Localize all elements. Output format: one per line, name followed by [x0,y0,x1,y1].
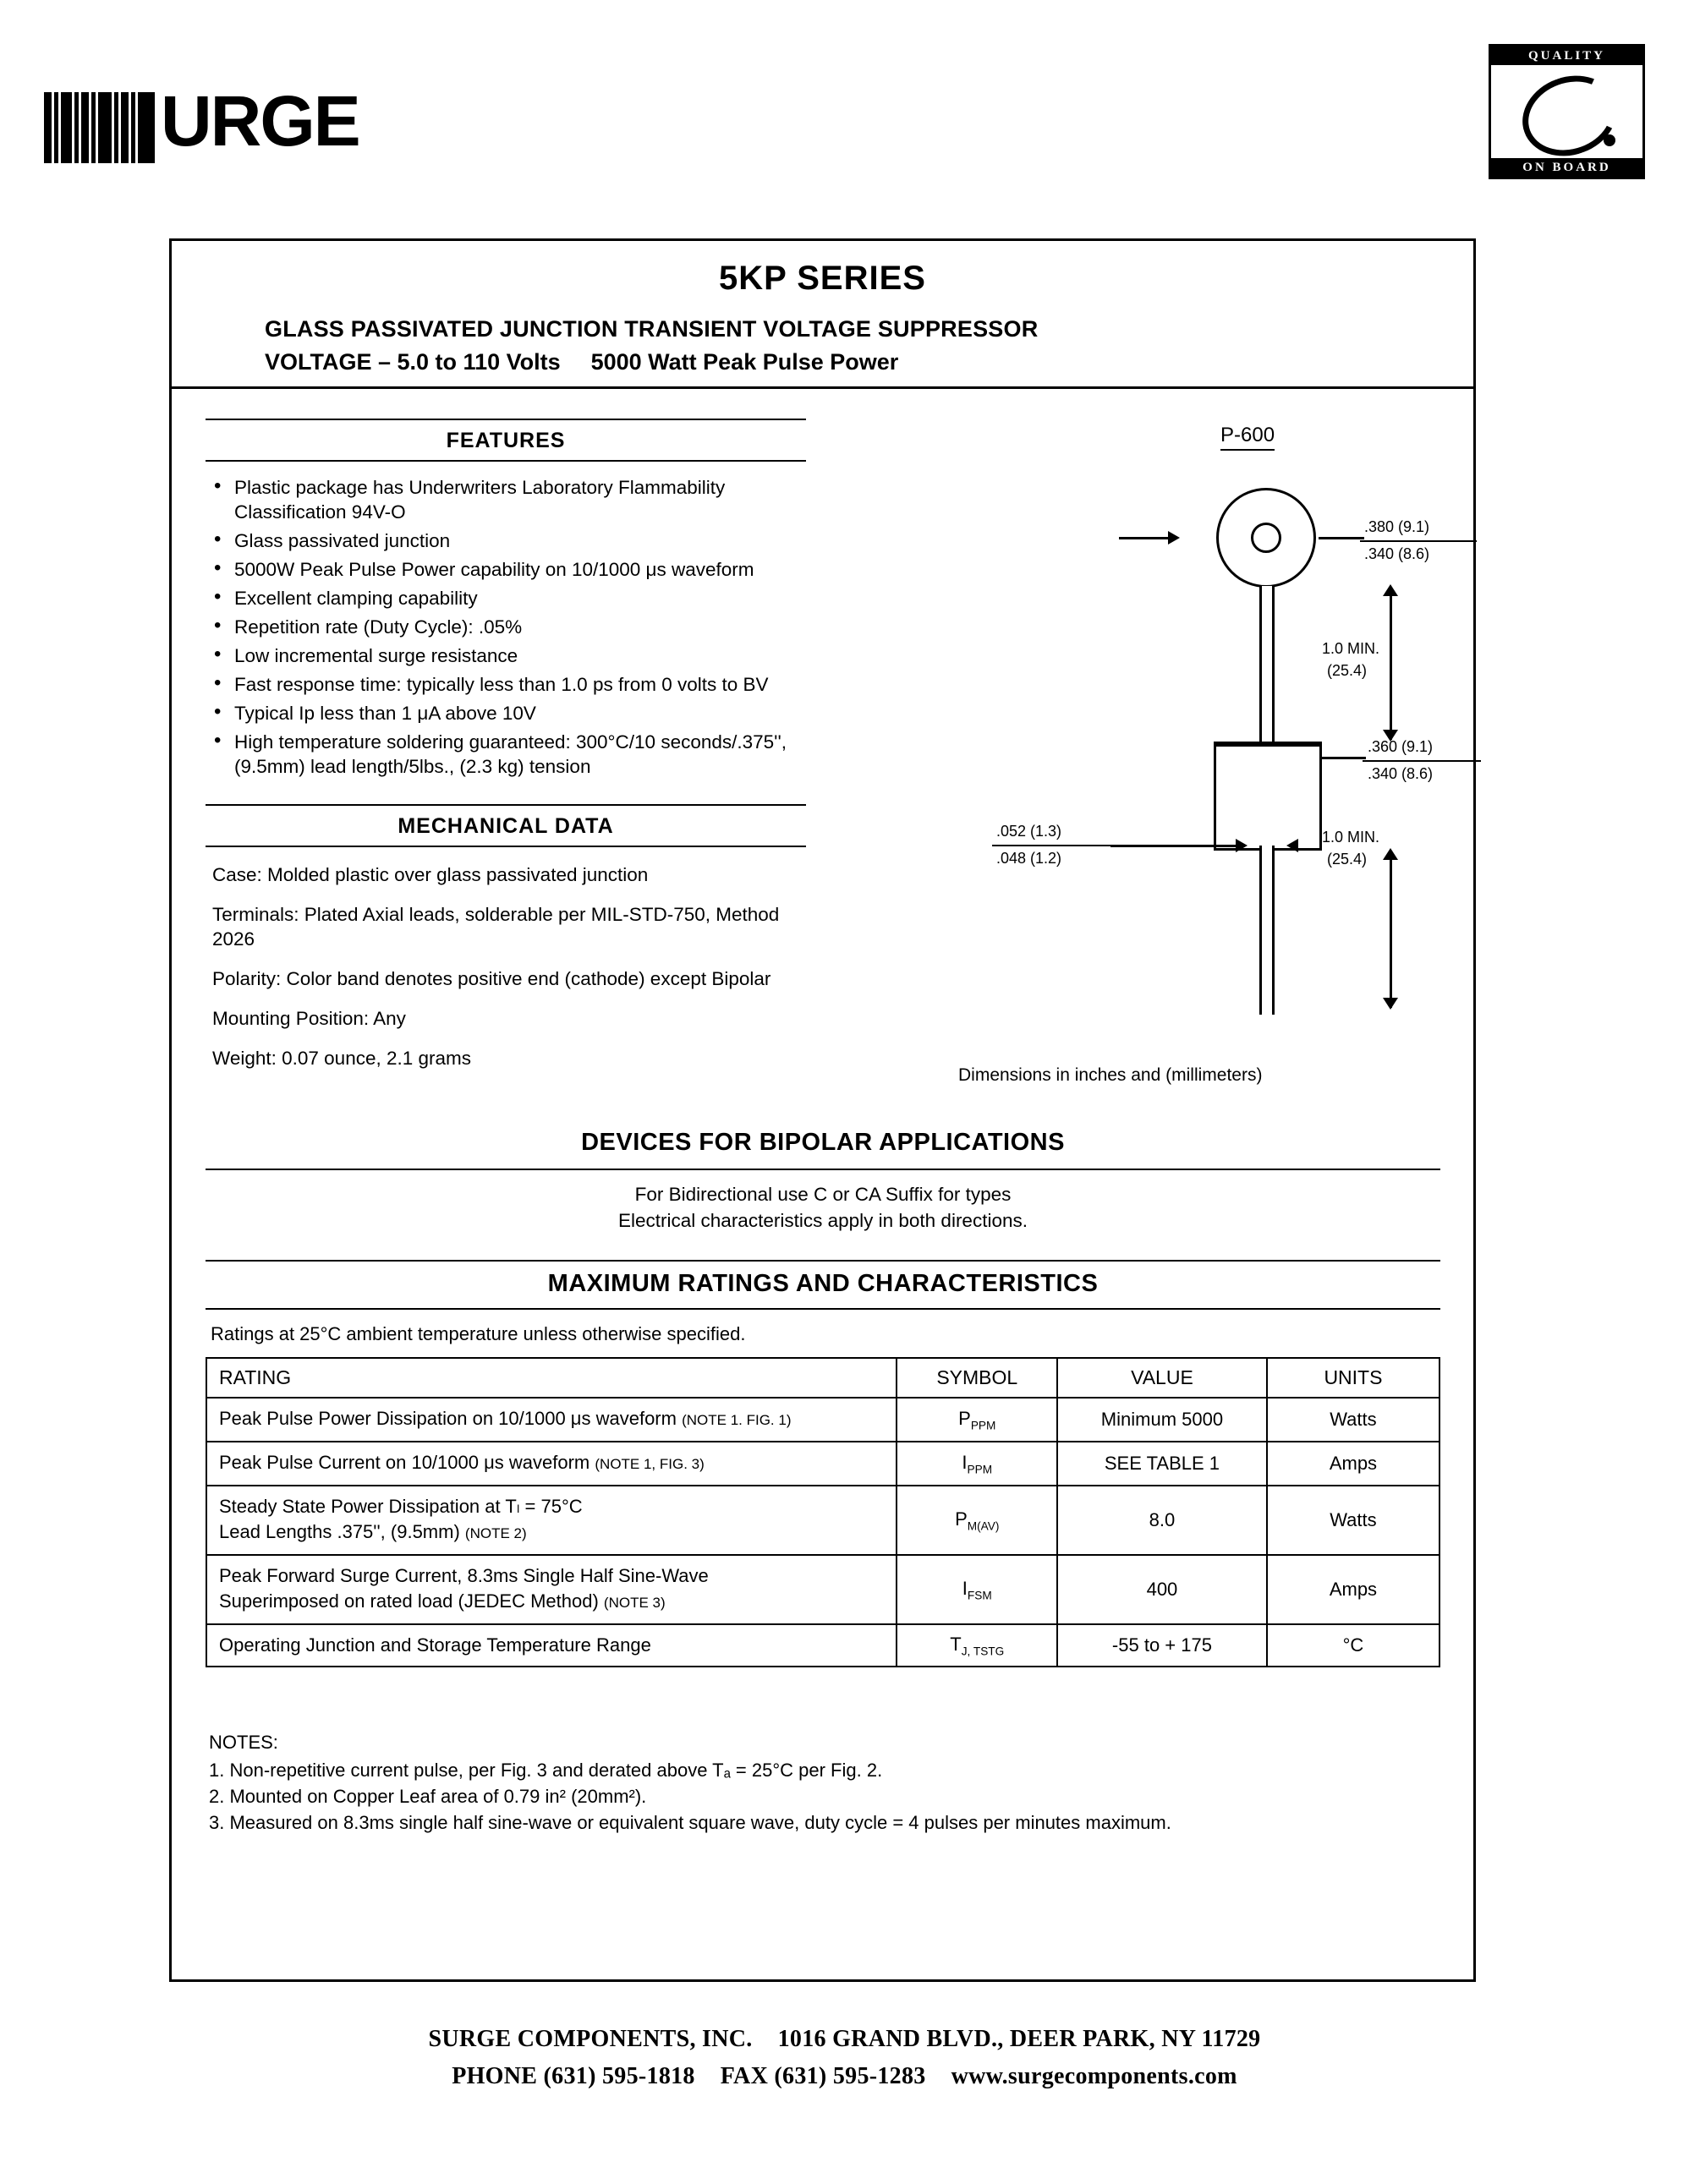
package-top-view-icon [1216,488,1316,588]
cell-value: SEE TABLE 1 [1057,1442,1267,1486]
page-title: 5KP SERIES [719,260,926,297]
rating-note-ref: (NOTE 1. FIG. 1) [682,1412,792,1428]
col-rating: RATING [206,1358,897,1398]
dim-lower-lead-mm: (25.4) [1327,851,1368,868]
cell-units: Watts [1267,1486,1439,1555]
rating-text: Peak Pulse Current on 10/1000 μs waveform [219,1452,590,1473]
footer-fax: FAX (631) 595-1283 [720,2063,926,2089]
col-symbol: SYMBOL [897,1358,1057,1398]
notes-section [209,1729,1452,1836]
cell-symbol [897,1442,1057,1486]
footer-line-2 [0,2058,1689,2095]
dim-upper-lead-mm: (25.4) [1327,662,1368,679]
features-list [206,475,806,779]
mechanical-polarity: Polarity: Color band denotes positive end (cathode) except Bipolar [212,968,771,989]
note-item: 3. Measured on 8.3ms single half sine-wave or equivalent square wave, duty cycle = 4 pulses per minutes maximum. [209,1812,1171,1833]
footer-website[interactable]: www.surgecomponents.com [951,2063,1237,2089]
subtitle-power: 5000 Watt Peak Pulse Power [590,349,899,375]
dim-arrow-top-left [1168,531,1180,545]
dim-line-lower-lead [1390,851,1392,1008]
seal-arc-icon [1511,63,1629,168]
seal-dot-icon [1604,134,1615,146]
note-item: 2. Mounted on Copper Leaf area of 0.79 in² (20mm²). [209,1786,647,1807]
symbol-sub: PPM [970,1419,996,1432]
footer-line-1 [0,2021,1689,2058]
subtitle-voltage-power [265,349,1473,375]
note-item: 1. Non-repetitive current pulse, per Fig. 3 and derated above Tₐ = 25°C per Fig. 2. [209,1760,883,1781]
dim-arrow-lower-top [1383,848,1398,860]
cell-value: Minimum 5000 [1057,1398,1267,1442]
page-footer [0,2021,1689,2095]
dim-line-body [1322,757,1366,759]
barcode-icon [44,79,157,163]
list-item: • Low incremental surge resistance [206,643,806,668]
dim-lead-dia-max: .052 (1.3) [996,823,1062,840]
table-header-row [206,1358,1439,1398]
cell-rating [206,1555,897,1624]
cell-symbol [897,1555,1057,1624]
rating-line2: Lead Lengths .375'', (9.5mm) [219,1521,460,1542]
cell-units: Amps [1267,1442,1439,1486]
mechanical-data-block [206,804,806,1070]
cell-units: °C [1267,1624,1439,1667]
rating-note-ref: (NOTE 3) [603,1595,666,1611]
package-drawing [848,419,1440,1095]
title-band [172,241,1473,389]
list-item: • Glass passivated junction [206,528,806,553]
symbol-main: I [962,1451,968,1473]
lead-hole-icon [1251,523,1281,553]
notes-title: NOTES: [209,1732,278,1753]
bipolar-line-2: Electrical characteristics apply in both directions. [618,1210,1028,1231]
table-row [206,1442,1439,1486]
dim-lead-dia-divider [992,845,1110,846]
dim-top-divider [1360,540,1477,542]
dim-arrow-lead-left [1286,839,1298,852]
table-row [206,1624,1439,1667]
left-column [206,419,806,1070]
dim-body-min: .340 (8.6) [1368,765,1434,782]
subtitle-voltage: VOLTAGE – 5.0 to 110 Volts [265,349,561,375]
package-type-label: P-600 [1220,424,1275,451]
ratings-table [206,1357,1440,1667]
features-heading: FEATURES [206,419,806,462]
cell-value: -55 to + 175 [1057,1624,1267,1667]
mechanical-weight: Weight: 0.07 ounce, 2.1 grams [212,1048,472,1069]
footer-address: 1016 GRAND BLVD., DEER PARK, NY 11729 [777,2026,1261,2052]
cell-value: 400 [1057,1555,1267,1624]
cell-rating [206,1442,897,1486]
rating-text-line2 [219,1589,887,1616]
list-item: • Fast response time: typically less than 1.0 ps from 0 volts to BV [206,672,806,697]
rating-text: Steady State Power Dissipation at Tₗ = 75°C [219,1496,583,1517]
drawing-caption: Dimensions in inches and (millimeters) [958,1065,1263,1085]
symbol-main: I [962,1577,968,1599]
dim-lower-lead-min: 1.0 MIN. [1322,829,1380,846]
cell-symbol [897,1624,1057,1667]
bipolar-line-1: For Bidirectional use C or CA Suffix for types [634,1184,1012,1205]
list-item: • 5000W Peak Pulse Power capability on 10/1000 μs waveform [206,557,806,582]
lower-lead [1259,846,1275,1015]
dim-line-upper-lead [1390,588,1392,740]
ratings-section [206,1260,1440,1667]
mechanical-data-heading: MECHANICAL DATA [206,804,806,847]
list-item: • Typical Ip less than 1 μA above 10V [206,701,806,725]
ratings-note: Ratings at 25°C ambient temperature unless otherwise specified. [211,1323,746,1344]
logo-wordmark: URGE [161,80,359,161]
mechanical-mounting: Mounting Position: Any [212,1008,406,1029]
symbol-main: T [950,1633,962,1655]
package-body-icon [1214,744,1322,851]
dim-top-min: .340 (8.6) [1364,545,1430,562]
cell-value: 8.0 [1057,1486,1267,1555]
dim-arrow-upper-top [1383,584,1398,596]
symbol-sub: FSM [967,1589,992,1602]
quality-on-board-seal [1489,44,1645,179]
dim-lead-dia-min: .048 (1.2) [996,850,1062,867]
rating-text-line2 [219,1519,887,1546]
list-item: • High temperature soldering guaranteed: 300°C/10 seconds/.375'', (9.5mm) lead length/5lbs., (2.3 kg) tension [206,730,806,779]
bipolar-heading: DEVICES FOR BIPOLAR APPLICATIONS [206,1129,1440,1170]
symbol-sub: M(AV) [967,1519,1000,1533]
footer-company: SURGE COMPONENTS, INC. [428,2026,753,2052]
seal-bottom-label: ON BOARD [1491,158,1642,177]
col-value: VALUE [1057,1358,1267,1398]
table-row [206,1486,1439,1555]
col-units: UNITS [1267,1358,1439,1398]
ratings-heading: MAXIMUM RATINGS AND CHARACTERISTICS [206,1260,1440,1310]
footer-phone: PHONE (631) 595-1818 [452,2063,695,2089]
dim-line-top [1119,537,1168,539]
symbol-main: P [955,1508,968,1530]
symbol-main: P [958,1407,971,1429]
dim-arrow-lower-bottom [1383,998,1398,1010]
rating-text: Peak Forward Surge Current, 8.3ms Single Half Sine-Wave [219,1565,709,1586]
cell-rating: Operating Junction and Storage Temperature Range [206,1624,897,1667]
rating-text: Peak Pulse Power Dissipation on 10/1000 μs waveform [219,1408,677,1429]
symbol-sub: J, TSTG [961,1645,1005,1658]
seal-graphic [1491,65,1642,158]
cell-units: Watts [1267,1398,1439,1442]
company-logo [44,76,408,165]
cell-rating [206,1486,897,1555]
rating-note-ref: (NOTE 1, FIG. 3) [595,1456,705,1472]
subtitle-description: GLASS PASSIVATED JUNCTION TRANSIENT VOLTAGE SUPPRESSOR [265,316,1039,342]
table-row [206,1555,1439,1624]
dim-body-max: .360 (9.1) [1368,738,1434,755]
upper-lead [1259,586,1275,747]
list-item: • Excellent clamping capability [206,586,806,610]
content-frame [169,238,1476,1982]
cell-units: Amps [1267,1555,1439,1624]
dim-line-top-right [1319,537,1364,539]
bipolar-section [206,1129,1440,1233]
table-row [206,1398,1439,1442]
mechanical-case: Case: Molded plastic over glass passivated junction [212,864,649,885]
cell-symbol [897,1398,1057,1442]
dim-arrow-lead-right [1236,839,1248,852]
dim-upper-lead-min: 1.0 MIN. [1322,640,1380,657]
rating-note-ref: (NOTE 2) [464,1525,527,1541]
rating-line2: Superimposed on rated load (JEDEC Method) [219,1590,599,1612]
list-item: • Plastic package has Underwriters Laboratory Flammability Classification 94V-O [206,475,806,524]
symbol-sub: PPM [967,1463,993,1476]
seal-top-label: QUALITY [1491,47,1642,65]
dim-line-lead-dia [1110,845,1237,847]
dim-top-max: .380 (9.1) [1364,518,1430,535]
dim-body-divider [1363,760,1481,762]
list-item: • Repetition rate (Duty Cycle): .05% [206,615,806,639]
mechanical-terminals: Terminals: Plated Axial leads, solderable per MIL-STD-750, Method 2026 [212,904,780,950]
cell-symbol [897,1486,1057,1555]
cell-rating [206,1398,897,1442]
